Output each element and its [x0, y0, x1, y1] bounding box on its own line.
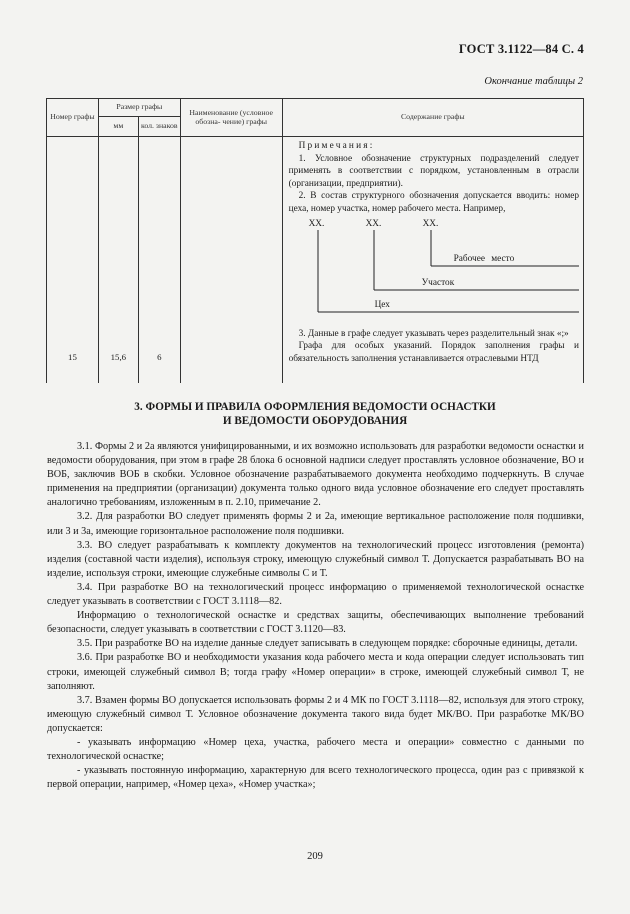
header-size: Размер графы: [98, 99, 180, 117]
page-header: ГОСТ 3.1122—84 С. 4: [458, 42, 584, 56]
row-name: [180, 137, 282, 383]
note-2: 2. В состав структурного обозначения допускается вводить: номер цеха, номер участка, номер рабочего места. Например,: [288, 191, 579, 214]
header-chars: кол. знаков: [138, 117, 180, 137]
section-title-line-2: И ВЕДОМОСТИ ОБОРУДОВАНИЯ: [222, 415, 408, 427]
paragraph-3-7-item-1: - указывать информацию «Номер цеха, участка, рабочего места и операции» совместно с данными по технологической оснастке;: [47, 736, 584, 763]
header-number: Номер графы: [47, 99, 99, 137]
row-number: 15: [47, 137, 99, 383]
table-2: [46, 98, 584, 383]
page-number: 209: [307, 851, 323, 862]
paragraph-3-5: 3.5. При разработке ВО на изделие данные следует записывать в следующем порядке: сборочные единицы, детали.: [77, 638, 578, 650]
paragraph-3-4: 3.4. При разработке ВО на технологический процесс информацию о применяемой технологической оснастке следует указывать в соответствии с ГОСТ 3.1118—82.: [47, 581, 584, 608]
row-mm: 15,6: [98, 137, 138, 383]
header-name: Наименование (условное обозна- чение) графы: [180, 99, 282, 137]
header-mm: мм: [98, 117, 138, 137]
section-title: [0, 400, 630, 428]
diagram-workplace: Рабочее место: [453, 253, 515, 264]
row-chars: 6: [138, 137, 180, 383]
note-3: 3. Данные в графе следует указывать через разделительный знак «;»: [298, 328, 569, 339]
body-text: [47, 440, 584, 792]
paragraph-3-1: 3.1. Формы 2 и 2а являются унифицированными, и их возможно использовать для разработки ведомости оснастки и ведомости оборудования, при этом в графе 28 блока 6 основной надписи следует проставлять условное обозначение, ВО и ВОБ, заключив ВОБ в скобки. Условное обозначение разрабатываемого документа необходимо подчеркнуть. В случае применения на предприятии (организации) документа только одного вида условное обозначение его следует проставлять аналогично требованиям, изложенным в п. 2.10, примечание 2.: [47, 441, 584, 509]
paragraph-3-3: 3.3. ВО следует разрабатывать к комплекту документов на технологический процесс изготовления (ремонта) изделия (составной части изделия), используя строку, имеющую служебный символ Т. Допускается разрабатывать ВО на изделие, используя строки, имеющие служебные символы С и Т.: [47, 539, 584, 579]
paragraph-3-6: 3.6. При разработке ВО и необходимости указания кода рабочего места и кода операции следует использовать тип строки, имеющей служебный символ В; тогда графу «Номер операции» в строке, имеющей служебный символ Т, не заполняют.: [47, 652, 584, 692]
table-caption: Окончание таблицы 2: [484, 76, 583, 87]
diagram-shop: Цех: [374, 299, 390, 310]
diagram-lines: [289, 216, 579, 328]
section-title-line-1: 3. ФОРМЫ И ПРАВИЛА ОФОРМЛЕНИЯ ВЕДОМОСТИ ОСНАСТКИ: [134, 401, 496, 413]
notes-title: Примечания:: [298, 141, 375, 151]
special-instructions: Графа для особых указаний. Порядок заполнения графы и обязательность заполнения устанавливается отраслевыми НТД: [288, 341, 579, 364]
diagram-xx-3: ХХ.: [422, 218, 439, 229]
paragraph-3-7-item-2: - указывать постоянную информацию, характерную для всего технологического процесса, один раз с привязкой к первой операции, например, «Номер цеха», «Номер участка»;: [47, 765, 584, 791]
row-content: [282, 137, 583, 383]
header-content: Содержание графы: [282, 99, 583, 137]
paragraph-3-2: 3.2. Для разработки ВО следует применять формы 2 и 2а, имеющие вертикальное расположение поля подшивки, или 3 и 3а, имеющие горизонтальное расположение поля подшивки.: [47, 511, 584, 537]
diagram-section: Участок: [421, 277, 455, 288]
diagram-xx-2: ХХ.: [365, 218, 382, 229]
paragraph-3-4-b: Информацию о технологической оснастке и средствах защиты, обеспечивающих выполнение требований безопасности, следует указывать в соответствии с ГОСТ 3.1120—83.: [47, 610, 584, 636]
structure-diagram: [289, 216, 579, 328]
paragraph-3-7: 3.7. Взамен формы ВО допускается использовать формы 2 и 4 МК по ГОСТ 3.1118—82, используя для этого строку, имеющую служебный символ Т. Условное обозначение документа такого вида будет МК/ВО. При разработке МК/ВО допускается:: [47, 694, 584, 734]
diagram-xx-1: ХХ.: [308, 218, 325, 229]
note-1: 1. Условное обозначение структурных подразделений следует применять в соответствии с порядком, установленным в отрасли (организации, предприятии).: [288, 153, 579, 189]
